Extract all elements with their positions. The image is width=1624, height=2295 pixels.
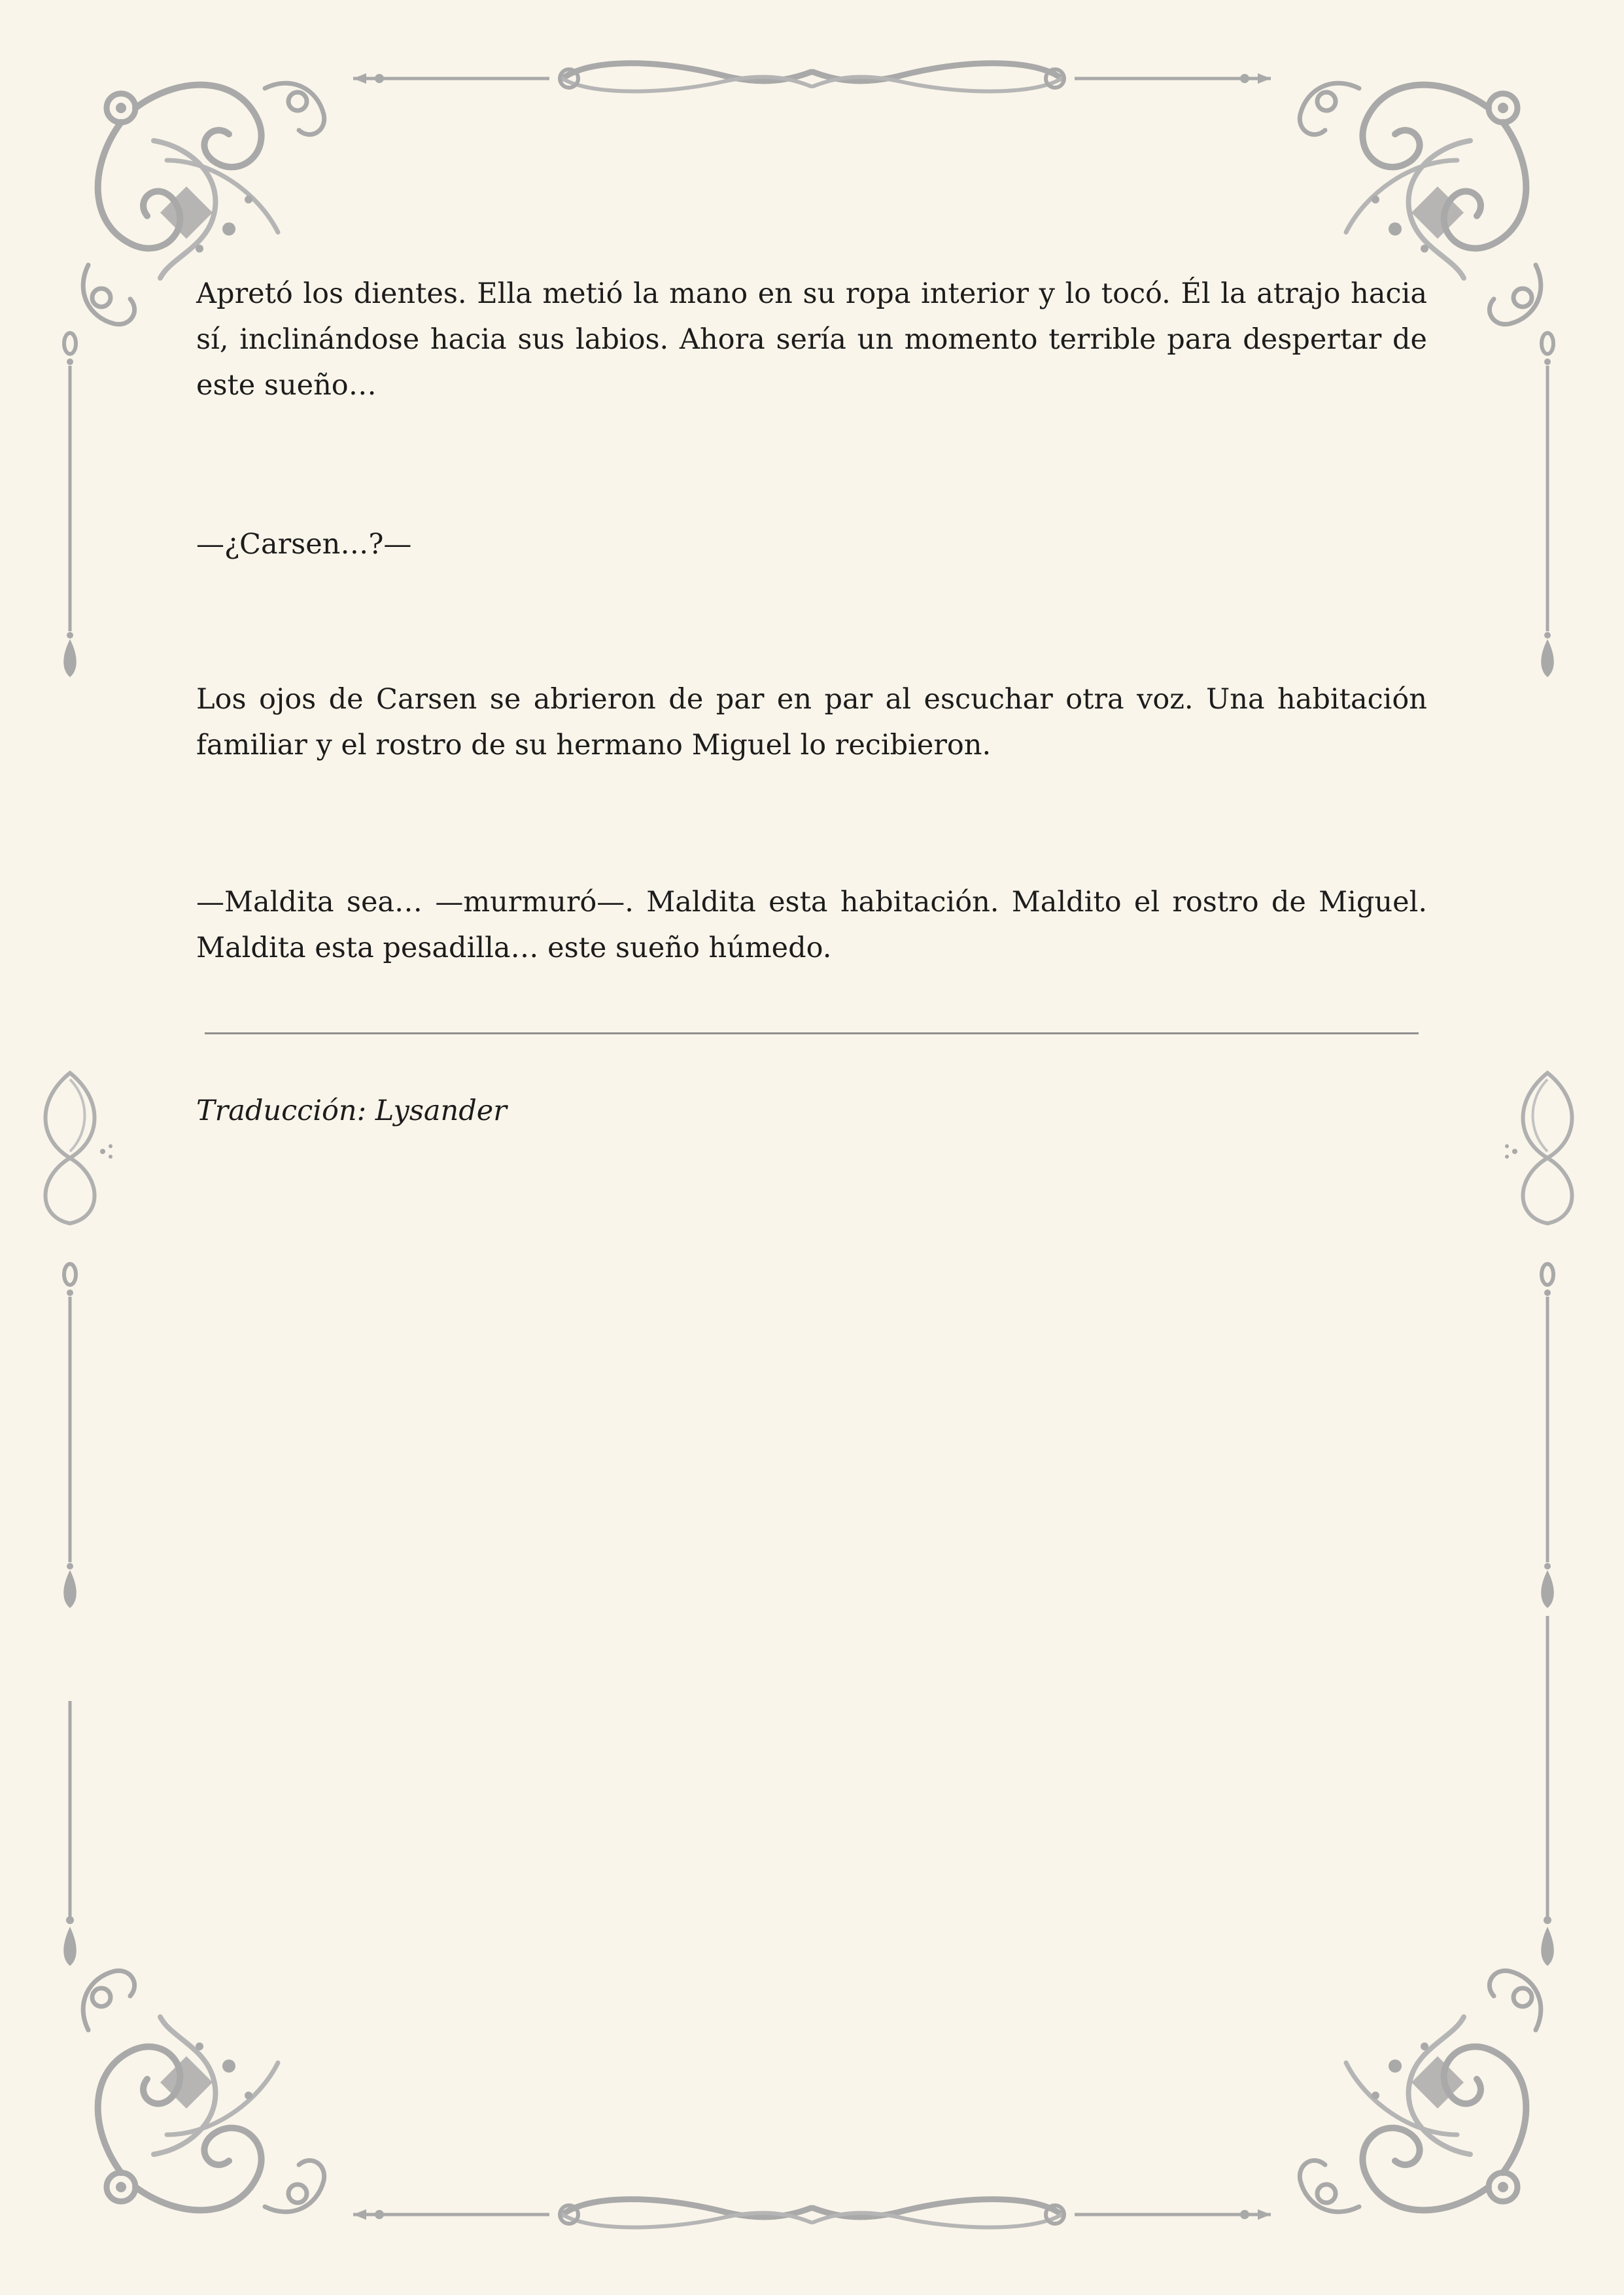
scroll-border-icon-top-right bbox=[813, 63, 1271, 92]
vertical-rod-icon-left-lower-a bbox=[63, 1264, 77, 1608]
paragraph-1: Apretó los dientes. Ella metió la mano en su ropa interior y lo tocó. Él la atrajo hacia sí, inclinándose hacia sus labios. Ahora sería un momento terrible para despertar de este sueño… bbox=[196, 277, 1427, 402]
section-divider bbox=[205, 1032, 1419, 1034]
flourish-corner-icon-bottom-right bbox=[1300, 1971, 1540, 2211]
scroll-border-icon-top-left bbox=[353, 63, 811, 92]
flourish-corner-icon-bottom-left bbox=[83, 1971, 324, 2211]
vertical-rod-icon-right-upper bbox=[1541, 333, 1554, 677]
vertical-rod-icon-right-lower-a bbox=[1541, 1264, 1554, 1608]
translation-credit: Traducción: Lysander bbox=[196, 1095, 507, 1127]
scroll-border-icon-bottom-right bbox=[813, 2199, 1271, 2228]
infinity-knot-icon-right bbox=[1505, 1073, 1572, 1223]
vertical-rod-icon-left-upper bbox=[63, 333, 77, 677]
paragraph-2: —¿Carsen…?— bbox=[196, 528, 412, 561]
paragraph-3: Los ojos de Carsen se abrieron de par en par al escuchar otra voz. Una habitación familiar y el rostro de su hermano Miguel lo recibieron. bbox=[196, 683, 1427, 762]
infinity-knot-icon-left bbox=[46, 1073, 113, 1223]
scroll-border-icon-bottom-left bbox=[353, 2199, 811, 2228]
paragraph-4: —Maldita sea… —murmuró—. Maldita esta habitación. Maldito el rostro de Miguel. Maldita esta pesadilla… este sueño húmedo. bbox=[196, 886, 1427, 964]
